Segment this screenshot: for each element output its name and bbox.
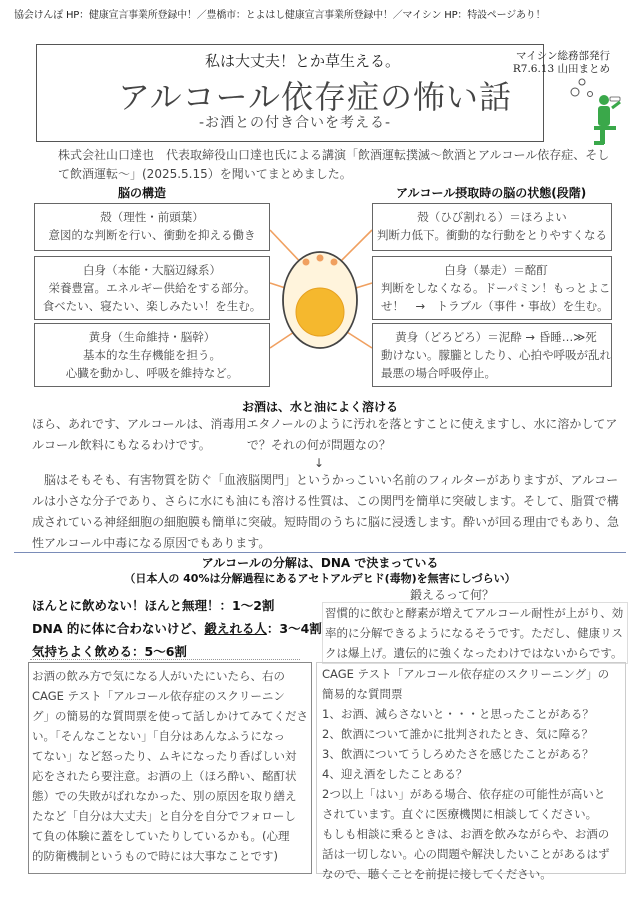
note-line-1: 習慣的に飲むと酵素が増えてアルコール耐性が上がり、効	[325, 606, 624, 620]
top-announcement: 協会けんぽ HP：健康宣言事業所登録中！／豊橋市：とよはし健康宣言事業所登録中！／マイシン HP：特設ページあり！	[14, 10, 546, 21]
drinking-person-icon	[571, 79, 620, 145]
structure-yolk-line-2: 心臓を動かし、呼吸を維持など。	[65, 366, 239, 380]
note-title: 鍛えるって何？	[410, 588, 495, 602]
cage-title-1: CAGE テスト「アルコール依存症のスクリーニング」の	[322, 667, 610, 681]
water-oil-line-2	[32, 435, 622, 456]
note-line-2: 率的に分解できるようになるそうです。ただし、健康リス	[325, 626, 623, 640]
state-tipsy-line: 判断力低下。衝動的な行動をとりやすくなる	[377, 228, 607, 242]
cage-item-3: 3、飲酒についてうしろめたさを感じたことがある？	[322, 747, 594, 761]
advice-line-2: CAGE テスト「アルコール依存症のスクリーニン	[32, 689, 285, 703]
state-blackout-line-1: 動けない。朦朧としたり、心拍や呼吸が乱れ	[381, 348, 611, 362]
cage-item-2: 2、飲酒について誰かに批判されたとき、気に障る？	[322, 727, 594, 741]
state-box-tipsy	[372, 203, 612, 251]
tier-enjoy: 気持ちよく飲める：5～6割	[32, 644, 187, 659]
structure-white-line-2: 食べたい、寝たい、楽しみたい！を生む。	[42, 299, 262, 313]
state-drunk-line-2: せ！ → トラブル（事件・事故）を生む。	[381, 299, 609, 313]
structure-box-shell	[34, 203, 270, 251]
dna-heading: アルコールの分解は、DNA で決まっている	[201, 556, 439, 570]
tier-underline	[30, 659, 300, 660]
note-line-3: クは爆上げ。遺伝的に強くなったわけではないからです。	[325, 646, 623, 660]
tier-trainable-b: 鍛えれる人	[204, 621, 267, 636]
structure-white-line-1: 栄養豊富。エネルギー供給をする部分。	[48, 281, 256, 295]
structure-white-title: 白身（本能・大脳辺縁系）	[83, 263, 221, 277]
water-oil-para-2	[32, 470, 622, 554]
water-oil-line-2a: ルコール飲料にもなるわけです。	[32, 438, 211, 452]
advice-line-5: てない」など怒ったり、ムキになったり香ばしい対	[32, 749, 297, 763]
down-arrow: ↓	[314, 456, 325, 470]
state-blackout-line-2: 最悪の場合呼吸停止。	[381, 366, 496, 380]
page-subtitle: -お酒との付き合いを考える-	[198, 115, 392, 131]
structure-yolk-line-1: 基本的な生存機能を担う。	[83, 348, 221, 362]
tier-trainable	[32, 619, 322, 637]
brain-structure-heading: 脳の構造	[118, 186, 167, 200]
cage-item-1: 1、お酒、減らさないと・・・と思ったことがある？	[322, 707, 594, 721]
cage-footer-4: 話は一切しない。心の問題や解決したいことがあるはず	[322, 847, 610, 861]
cage-footer-5: なので、聴くことを前提に接してください。	[322, 867, 552, 881]
cage-item-4: 4、迎え酒をしたことある？	[322, 767, 468, 781]
structure-shell-line: 意図的な判断を行い、衝動を抑える働き	[48, 228, 256, 242]
tier-trainable-c: ：3～4割	[266, 621, 322, 636]
tier-trainable-a: DNA 的に体に合わないけど、	[32, 621, 205, 636]
cage-test	[322, 664, 624, 884]
cage-footer-2: されています。直ぐに医療機関に相談してください。	[322, 807, 598, 821]
water-oil-p2-line-2: ルは小さな分子であり、さらに水にも油にも溶ける性質は、この関門を簡単に突破します。そして、脂質で構	[32, 494, 619, 508]
cage-title-2: 簡易的な質問票	[322, 687, 403, 701]
water-oil-p2-line-4: 性アルコール中毒になる原因でもあります。	[32, 536, 271, 550]
advice-text	[32, 666, 314, 866]
advice-line-8: たなど「自分は大丈夫」と自分を自分でフォローし	[32, 809, 296, 823]
advice-line-4: い。「そんなことない」「自分はあんなふうになっ	[32, 729, 285, 743]
water-oil-line-1: ほら、あれです、アルコールは、消毒用エタノールのように汚れを落とすことに使えますし、水に溶かしてア	[32, 417, 618, 431]
advice-line-1: お酒の飲み方で気になる人がいたにいたら、右の	[32, 669, 285, 683]
state-drunk-line-1: 判断をしなくなる。ドーパミン！もっとよこ	[381, 281, 611, 295]
cage-footer-3: もしも相談に乗るときは、お酒を飲みながらや、お酒の	[322, 827, 610, 841]
page-title: アルコール依存症の怖い話	[117, 78, 513, 116]
publisher-line-2: R7.6.13 山田まとめ	[512, 63, 610, 75]
advice-line-3: グ」の簡易的な質問票を使って話しかけてみてくださ	[32, 709, 308, 723]
intro-text: 株式会社山口達也 代表取締役山口達也氏による講演「飲酒運転撲滅～飲酒とアルコール依存症、そして飲酒運転～」(2025.5.15）を聞いてまとめました。	[58, 148, 610, 181]
egg-icon	[283, 252, 357, 348]
water-oil-p2-line-1: 脳はそもそも、有害物質を防ぐ「血液脳関門」というかっこいい名前のフィルターがありますが、アルコー	[32, 473, 619, 487]
advice-line-10: 的防衛機制というもので時には大事なことです)	[32, 849, 278, 863]
water-oil-heading: お酒は、水と油によく溶ける	[241, 400, 398, 414]
cage-footer-1: 2つ以上「はい」がある場合、依存症の可能性が高いと	[322, 787, 606, 801]
state-box-drunk	[372, 256, 612, 320]
section-divider	[14, 552, 626, 553]
advice-line-7: 態）での失敗がばれなかった、別の原因を取り繕え	[32, 789, 297, 803]
state-tipsy-title: 殻（ひび割れる）＝ほろよい	[417, 210, 567, 224]
water-oil-para-1	[32, 414, 622, 456]
brain-state-heading: アルコール摂取時の脳の状態(段階)	[396, 186, 587, 200]
structure-box-yolk	[34, 323, 270, 387]
publisher-line-1: マイシン総務部発行	[515, 50, 610, 62]
state-drunk-title: 白身（暴走）＝酩酊	[444, 263, 548, 277]
note-box	[322, 602, 628, 664]
structure-shell-title: 殻（理性・前頭葉）	[100, 210, 204, 224]
water-oil-p2-line-3: 成されている神経細胞の細胞膜も簡単に突破。短時間のうちに脳に浸透します。酔いが回る理由でもあり、急	[32, 515, 620, 529]
advice-line-9: て負の体験に蓋をしていたりしているかも。(心理	[32, 829, 290, 843]
advice-line-6: 応をされたら要注意。お酒の上（ほろ酔い、酩酊状	[32, 769, 297, 783]
state-box-blackout	[372, 323, 612, 387]
structure-yolk-title: 黄身（生命維持・脳幹）	[88, 330, 216, 344]
tier-cannot-drink: ほんとに飲めない！ほんと無理！：1～2割	[32, 598, 275, 613]
structure-box-white	[34, 256, 270, 320]
water-oil-line-2b: で？それの何が問題なの？	[246, 438, 391, 452]
state-blackout-title: 黄身（どろどろ）＝泥酔 → 昏睡…≫死	[395, 330, 597, 344]
dna-subheading: （日本人の 40%は分解過程にあるアセトアルデヒド(毒物)を無害にしづらい）	[124, 572, 516, 585]
tagline: 私は大丈夫！とか草生える。	[205, 52, 401, 70]
